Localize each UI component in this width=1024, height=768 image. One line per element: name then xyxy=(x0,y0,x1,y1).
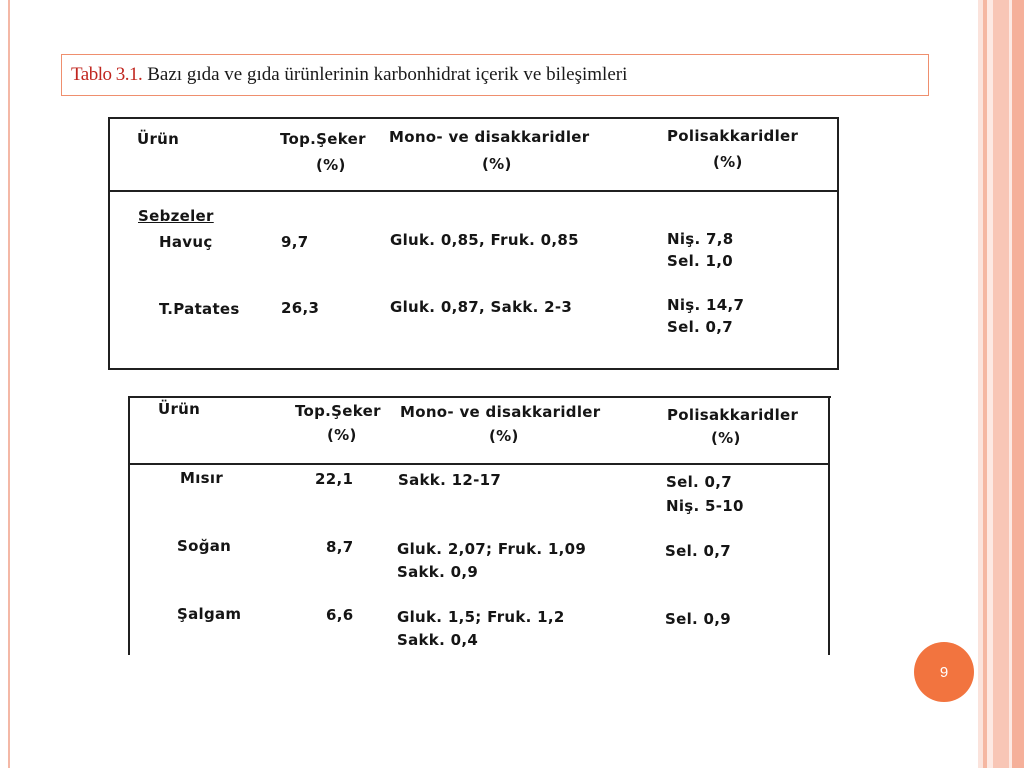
row-poli: Sel. 0,7 xyxy=(667,318,734,336)
row-urun: Havuç xyxy=(159,233,213,251)
header-top-seker: Top.Şeker xyxy=(280,130,366,148)
row-poli: Sel. 1,0 xyxy=(667,252,734,270)
row-mono: Gluk. 1,5; Fruk. 1,2 xyxy=(397,608,565,626)
row-top-seker: 9,7 xyxy=(281,233,309,251)
row-mono: Gluk. 2,07; Fruk. 1,09 xyxy=(397,540,587,558)
header-mono: Mono- ve disakkaridler xyxy=(389,128,590,146)
header-top-seker-unit: (%) xyxy=(316,156,346,174)
header-top-seker: Top.Şeker xyxy=(295,402,381,420)
header-mono: Mono- ve disakkaridler xyxy=(400,403,601,421)
header-mono-unit: (%) xyxy=(482,155,512,173)
header-divider xyxy=(128,463,830,465)
row-urun: T.Patates xyxy=(159,300,240,318)
row-mono: Sakk. 12-17 xyxy=(398,471,502,489)
table-border xyxy=(128,396,831,398)
row-mono: Sakk. 0,4 xyxy=(397,631,479,649)
header-mono-unit: (%) xyxy=(489,427,519,445)
row-top-seker: 6,6 xyxy=(326,606,354,624)
table-label: Tablo 3.1. xyxy=(71,64,143,85)
header-urun: Ürün xyxy=(158,400,201,418)
left-border-line xyxy=(8,0,10,768)
row-poli: Niş. 7,8 xyxy=(667,230,734,248)
row-top-seker: 8,7 xyxy=(326,538,354,556)
page-number-badge: 9 xyxy=(914,642,974,702)
row-mono: Gluk. 0,85, Fruk. 0,85 xyxy=(390,231,579,249)
row-poli: Sel. 0,7 xyxy=(666,473,733,491)
row-urun: Mısır xyxy=(180,469,224,487)
row-poli: Sel. 0,7 xyxy=(665,542,732,560)
row-poli: Niş. 5-10 xyxy=(666,497,744,515)
row-mono: Gluk. 0,87, Sakk. 2-3 xyxy=(390,298,573,316)
table-border xyxy=(128,396,130,655)
section-label: Sebzeler xyxy=(138,207,214,225)
header-poli: Polisakkaridler xyxy=(667,406,799,424)
row-poli: Sel. 0,9 xyxy=(665,610,732,628)
carbohydrate-table-1 xyxy=(108,117,839,370)
row-poli: Niş. 14,7 xyxy=(667,296,745,314)
right-decorative-stripes xyxy=(978,0,1024,768)
row-top-seker: 26,3 xyxy=(281,299,320,317)
title-text: Bazı gıda ve gıda ürünlerinin karbonhidrat içerik ve bileşimleri xyxy=(147,64,628,85)
header-poli-unit: (%) xyxy=(713,153,743,171)
header-top-seker-unit: (%) xyxy=(327,426,357,444)
row-urun: Şalgam xyxy=(177,605,242,623)
header-urun: Ürün xyxy=(137,130,180,148)
slide-title xyxy=(61,54,929,96)
header-poli: Polisakkaridler xyxy=(667,127,799,145)
table-border xyxy=(828,396,830,655)
header-divider xyxy=(110,190,837,192)
carbohydrate-table-2 xyxy=(125,393,831,655)
row-urun: Soğan xyxy=(177,537,232,555)
row-mono: Sakk. 0,9 xyxy=(397,563,479,581)
row-top-seker: 22,1 xyxy=(315,470,354,488)
header-poli-unit: (%) xyxy=(711,429,741,447)
